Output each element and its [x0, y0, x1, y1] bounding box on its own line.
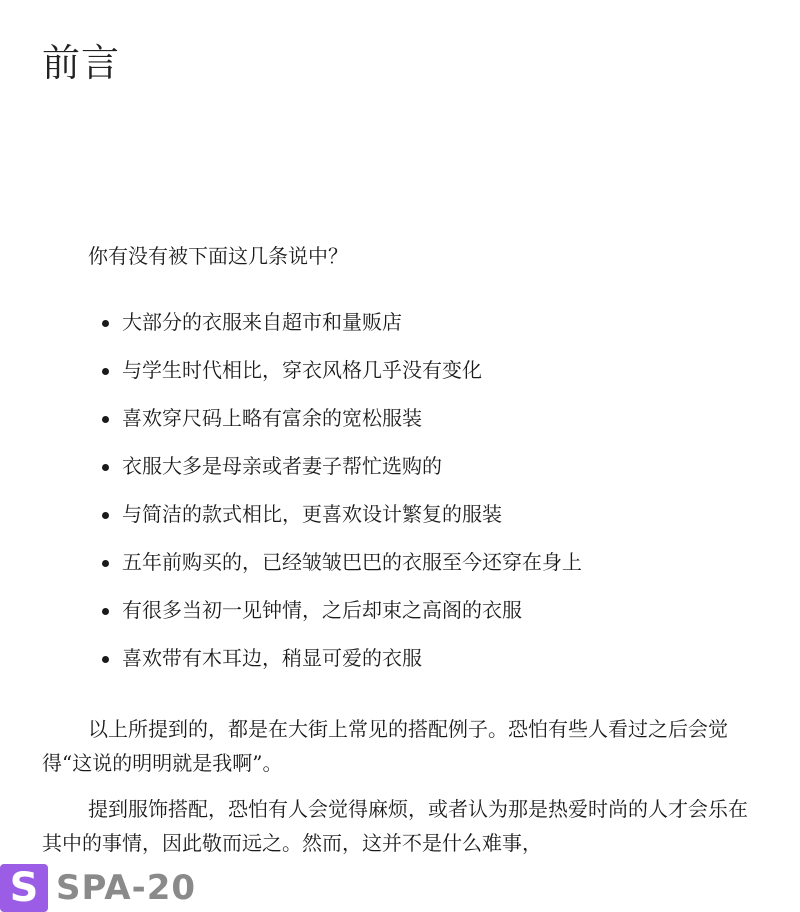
- bullet-dot-icon: [102, 560, 109, 567]
- list-item: [0, 450, 582, 498]
- list-item: [0, 354, 582, 402]
- bullet-dot-icon: [102, 656, 109, 663]
- bullet-dot-icon: [102, 320, 109, 327]
- list-item: [0, 498, 582, 546]
- watermark: [0, 864, 220, 912]
- bullet-dot-icon: [102, 512, 109, 519]
- body-paragraph: 以上所提到的，都是在大街上常见的搭配例子。恐怕有些人看过之后会觉得“这说的明明就是我啊”。: [42, 717, 728, 775]
- list-item-text: 衣服大多是母亲或者妻子帮忙选购的: [122, 454, 442, 478]
- bullet-dot-icon: [102, 608, 109, 615]
- list-item-text: 五年前购买的，已经皱皱巴巴的衣服至今还穿在身上: [122, 550, 582, 574]
- list-item-text: 与简洁的款式相比，更喜欢设计繁复的服装: [122, 502, 502, 526]
- list-item: [0, 402, 582, 450]
- list-item-text: 有很多当初一见钟情，之后却束之高阁的衣服: [122, 598, 522, 622]
- watermark-text: SPA-20: [56, 868, 197, 908]
- list-item: [0, 546, 582, 594]
- intro-question: 你有没有被下面这几条说中？: [88, 244, 348, 268]
- list-item-text: 与学生时代相比，穿衣风格几乎没有变化: [122, 358, 482, 382]
- bullet-list: [0, 306, 582, 690]
- body-paragraph: 提到服饰搭配，恐怕有人会觉得麻烦，或者认为那是热爱时尚的人才会乐在其中的事情，因此敬而远之。然而，这并不是什么难事，: [42, 797, 748, 855]
- page-title: 前言: [42, 41, 121, 85]
- bullet-dot-icon: [102, 464, 109, 471]
- list-item-text: 喜欢穿尺码上略有富余的宽松服装: [122, 406, 422, 430]
- list-item: [0, 642, 582, 690]
- bullet-dot-icon: [102, 368, 109, 375]
- list-item: [0, 594, 582, 642]
- watermark-logo-icon: S: [0, 864, 48, 912]
- bullet-dot-icon: [102, 416, 109, 423]
- list-item-text: 喜欢带有木耳边，稍显可爱的衣服: [122, 646, 422, 670]
- list-item: [0, 306, 582, 354]
- list-item-text: 大部分的衣服来自超市和量贩店: [122, 310, 402, 334]
